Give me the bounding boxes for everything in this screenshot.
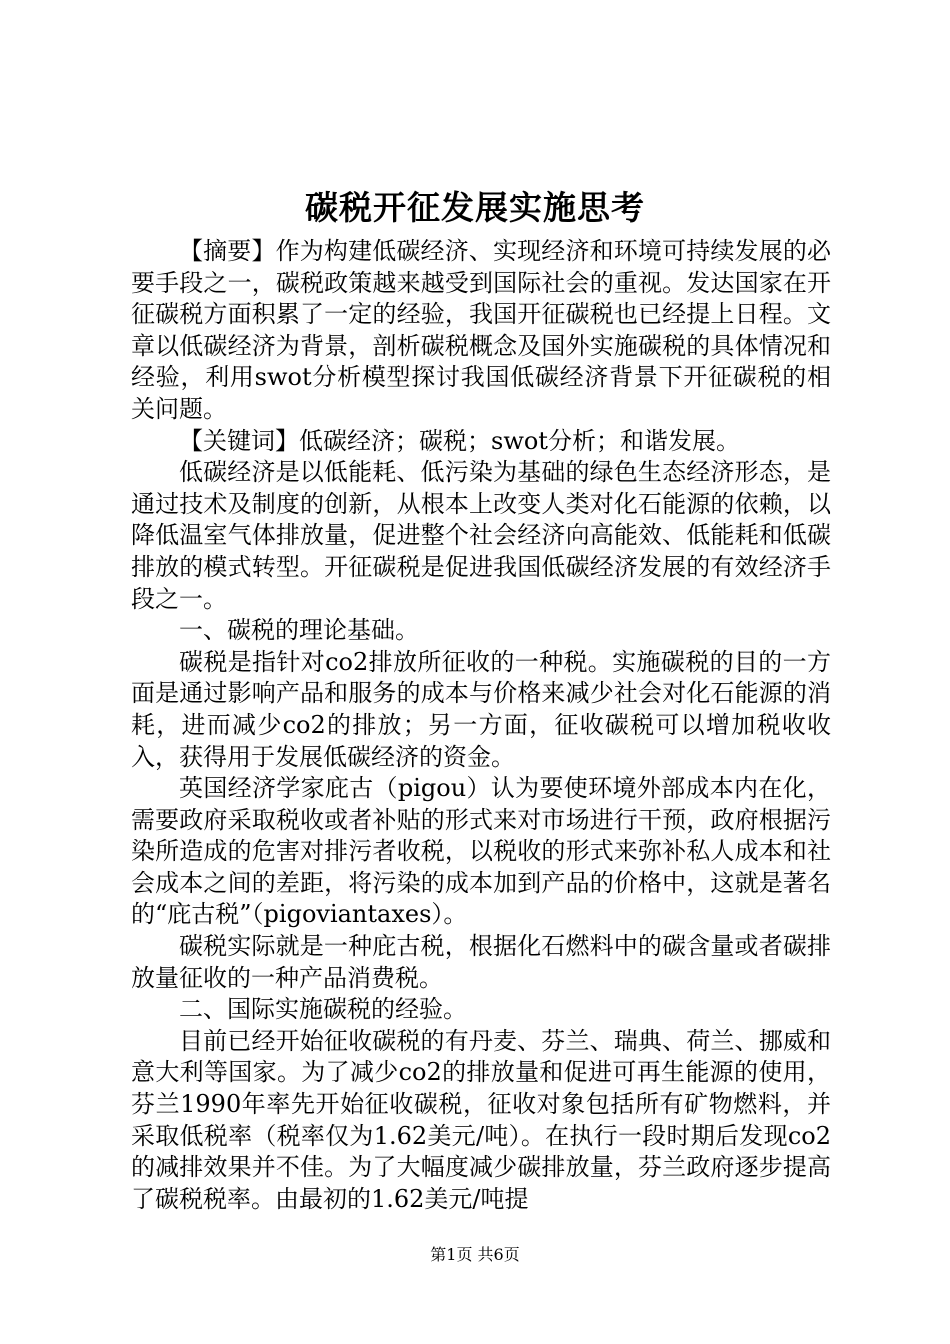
page-number-footer: 第1页 共6页 [430,1245,520,1264]
section-heading: 一、碳税的理论基础。 [179,616,419,645]
document-body [131,236,831,1215]
body-paragraph: 英国经济学家庇古（pigou）认为要使环境外部成本内在化，需要政府采取税收或者补贴的形式来对市场进行干预，政府根据污染所造成的危害对排污者收税，以税收的形式来弥补私人成本和社会成本之间的差距，将污染的成本加到产品的价格中，这就是著名的“庇古税”（pigoviantaxes）。 [131,774,831,929]
abstract-paragraph: 【摘要】作为构建低碳经济、实现经济和环境可持续发展的必要手段之一，碳税政策越来越受到国际社会的重视。发达国家在开征碳税方面积累了一定的经验，我国开征碳税也已经提上日程。文章以低碳经济为背景，剖析碳税概念及国外实施碳税的具体情况和经验，利用swot分析模型探讨我国低碳经济背景下开征碳税的相关问题。 [131,237,831,423]
section-heading: 二、国际实施碳税的经验。 [179,995,467,1024]
body-paragraph: 目前已经开始征收碳税的有丹麦、芬兰、瑞典、荷兰、挪威和意大利等国家。为了减少co2的排放量和促进可再生能源的使用，芬兰1990年率先开始征收碳税，征收对象包括所有矿物燃料，并采取低税率（税率仅为1.62美元/吨）。在执行一段时期后发现co2的减排效果并不佳。为了大幅度减少碳排放量，芬兰政府逐步提高了碳税税率。由最初的1.62美元/吨提 [131,1026,831,1213]
body-paragraph: 低碳经济是以低能耗、低污染为基础的绿色生态经济形态，是通过技术及制度的创新，从根本上改变人类对化石能源的依赖，以降低温室气体排放量，促进整个社会经济向高能效、低能耗和低碳排放的模式转型。开征碳税是促进我国低碳经济发展的有效经济手段之一。 [131,458,831,613]
body-paragraph: 碳税是指针对co2排放所征收的一种税。实施碳税的目的一方面是通过影响产品和服务的成本与价格来减少社会对化石能源的消耗，进而减少co2的排放；另一方面，征收碳税可以增加税收收入，获得用于发展低碳经济的资金。 [131,647,831,771]
document-title: 碳税开征发展实施思考 [305,188,645,227]
keywords-paragraph: 【关键词】低碳经济；碳税；swot分析；和谐发展。 [179,426,740,455]
body-paragraph: 碳税实际就是一种庇古税，根据化石燃料中的碳含量或者碳排放量征收的一种产品消费税。 [131,932,831,992]
